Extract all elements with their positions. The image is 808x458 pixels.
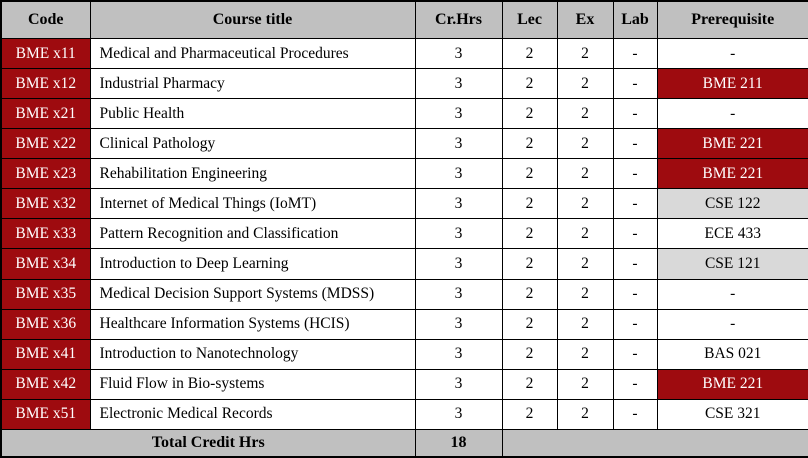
lec-cell: 2 <box>502 99 557 129</box>
table-row <box>1 249 808 279</box>
total-label: Total Credit Hrs <box>1 430 415 458</box>
crhrs-cell: 3 <box>415 249 502 279</box>
table-row <box>1 99 808 129</box>
prerequisite-cell: - <box>657 99 808 129</box>
total-credit-hours-value: 18 <box>415 430 502 458</box>
course-title-cell: Medical Decision Support Systems (MDSS) <box>90 279 415 309</box>
table-row <box>1 69 808 99</box>
course-title-cell: Introduction to Nanotechnology <box>90 339 415 369</box>
prerequisite-cell: - <box>657 39 808 69</box>
lab-cell: - <box>613 339 657 369</box>
total-row <box>1 430 808 458</box>
lab-cell: - <box>613 39 657 69</box>
prerequisite-cell: BME 211 <box>657 69 808 99</box>
crhrs-cell: 3 <box>415 279 502 309</box>
course-title-cell: Industrial Pharmacy <box>90 69 415 99</box>
header-ex: Ex <box>557 1 613 39</box>
table-row <box>1 309 808 339</box>
lec-cell: 2 <box>502 309 557 339</box>
crhrs-cell: 3 <box>415 219 502 249</box>
prerequisite-cell: BME 221 <box>657 129 808 159</box>
ex-cell: 2 <box>557 309 613 339</box>
crhrs-cell: 3 <box>415 159 502 189</box>
code-cell: BME x35 <box>1 279 90 309</box>
prerequisite-cell: - <box>657 309 808 339</box>
lab-cell: - <box>613 309 657 339</box>
lab-cell: - <box>613 369 657 399</box>
lab-cell: - <box>613 99 657 129</box>
total-row-filler <box>502 430 808 458</box>
header-row <box>1 1 808 39</box>
crhrs-cell: 3 <box>415 69 502 99</box>
table-row <box>1 219 808 249</box>
ex-cell: 2 <box>557 399 613 429</box>
course-title-cell: Medical and Pharmaceutical Procedures <box>90 39 415 69</box>
course-title-cell: Introduction to Deep Learning <box>90 249 415 279</box>
code-cell: BME x21 <box>1 99 90 129</box>
code-cell: BME x36 <box>1 309 90 339</box>
lec-cell: 2 <box>502 249 557 279</box>
header-course-title: Course title <box>90 1 415 39</box>
ex-cell: 2 <box>557 129 613 159</box>
lec-cell: 2 <box>502 69 557 99</box>
prerequisite-cell: CSE 321 <box>657 399 808 429</box>
header-prerequisite: Prerequisite <box>657 1 808 39</box>
header-code: Code <box>1 1 90 39</box>
header-lab: Lab <box>613 1 657 39</box>
lec-cell: 2 <box>502 219 557 249</box>
crhrs-cell: 3 <box>415 189 502 219</box>
prerequisite-cell: BME 221 <box>657 159 808 189</box>
lab-cell: - <box>613 219 657 249</box>
ex-cell: 2 <box>557 249 613 279</box>
ex-cell: 2 <box>557 69 613 99</box>
crhrs-cell: 3 <box>415 39 502 69</box>
code-cell: BME x33 <box>1 219 90 249</box>
course-rows <box>1 39 808 430</box>
table-row <box>1 189 808 219</box>
course-title-cell: Public Health <box>90 99 415 129</box>
header-crhrs: Cr.Hrs <box>415 1 502 39</box>
prerequisite-cell: BME 221 <box>657 369 808 399</box>
table-row <box>1 129 808 159</box>
prerequisite-cell: - <box>657 279 808 309</box>
crhrs-cell: 3 <box>415 369 502 399</box>
table-row <box>1 159 808 189</box>
crhrs-cell: 3 <box>415 309 502 339</box>
course-title-cell: Rehabilitation Engineering <box>90 159 415 189</box>
course-title-cell: Electronic Medical Records <box>90 399 415 429</box>
table-row <box>1 399 808 429</box>
ex-cell: 2 <box>557 219 613 249</box>
header-lec: Lec <box>502 1 557 39</box>
code-cell: BME x22 <box>1 129 90 159</box>
code-cell: BME x42 <box>1 369 90 399</box>
lec-cell: 2 <box>502 129 557 159</box>
lec-cell: 2 <box>502 189 557 219</box>
lec-cell: 2 <box>502 399 557 429</box>
lec-cell: 2 <box>502 39 557 69</box>
code-cell: BME x51 <box>1 399 90 429</box>
lec-cell: 2 <box>502 279 557 309</box>
lec-cell: 2 <box>502 159 557 189</box>
prerequisite-cell: CSE 122 <box>657 189 808 219</box>
lab-cell: - <box>613 69 657 99</box>
lab-cell: - <box>613 399 657 429</box>
prerequisite-cell: BAS 021 <box>657 339 808 369</box>
lab-cell: - <box>613 279 657 309</box>
course-title-cell: Fluid Flow in Bio-systems <box>90 369 415 399</box>
course-title-cell: Clinical Pathology <box>90 129 415 159</box>
ex-cell: 2 <box>557 189 613 219</box>
ex-cell: 2 <box>557 99 613 129</box>
table-row <box>1 39 808 69</box>
crhrs-cell: 3 <box>415 399 502 429</box>
lec-cell: 2 <box>502 339 557 369</box>
lab-cell: - <box>613 159 657 189</box>
crhrs-cell: 3 <box>415 129 502 159</box>
course-title-cell: Pattern Recognition and Classification <box>90 219 415 249</box>
prerequisite-cell: CSE 121 <box>657 249 808 279</box>
code-cell: BME x41 <box>1 339 90 369</box>
code-cell: BME x32 <box>1 189 90 219</box>
code-cell: BME x11 <box>1 39 90 69</box>
code-cell: BME x12 <box>1 69 90 99</box>
crhrs-cell: 3 <box>415 99 502 129</box>
table-row <box>1 369 808 399</box>
code-cell: BME x23 <box>1 159 90 189</box>
ex-cell: 2 <box>557 369 613 399</box>
lab-cell: - <box>613 249 657 279</box>
ex-cell: 2 <box>557 159 613 189</box>
crhrs-cell: 3 <box>415 339 502 369</box>
lec-cell: 2 <box>502 369 557 399</box>
lab-cell: - <box>613 189 657 219</box>
ex-cell: 2 <box>557 279 613 309</box>
prerequisite-cell: ECE 433 <box>657 219 808 249</box>
lab-cell: - <box>613 129 657 159</box>
table-row <box>1 339 808 369</box>
table-row <box>1 279 808 309</box>
ex-cell: 2 <box>557 39 613 69</box>
course-title-cell: Healthcare Information Systems (HCIS) <box>90 309 415 339</box>
ex-cell: 2 <box>557 339 613 369</box>
course-title-cell: Internet of Medical Things (IoMT) <box>90 189 415 219</box>
code-cell: BME x34 <box>1 249 90 279</box>
